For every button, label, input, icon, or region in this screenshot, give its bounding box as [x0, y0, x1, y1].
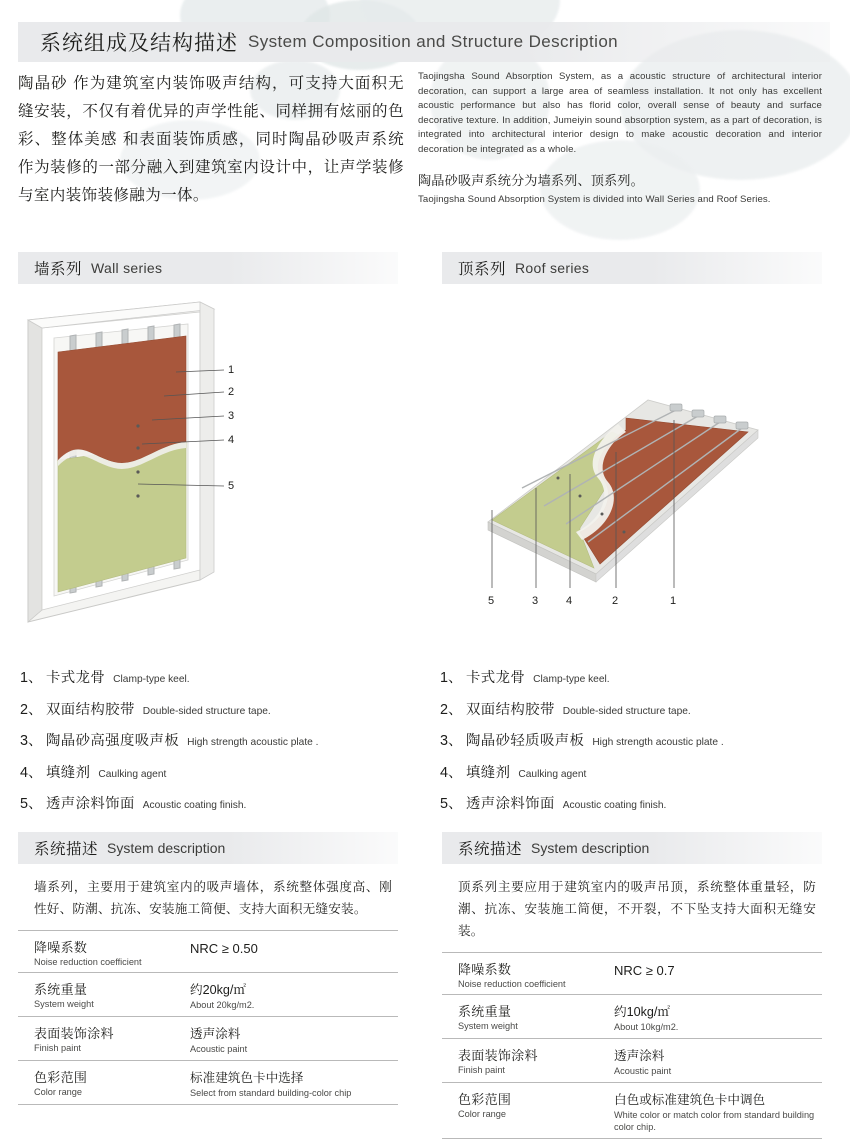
spec-key-en: System weight — [34, 999, 94, 1009]
roof-callout-1: 1 — [670, 595, 677, 607]
spec-value — [604, 1039, 822, 1083]
section-header-roof-en: Roof series — [515, 260, 590, 276]
legend-label-cn: 陶晶砂轻质吸声板 — [466, 733, 585, 749]
legend-label-en: Clamp-type keel. — [113, 674, 190, 685]
section-header-wall-en: Wall series — [91, 260, 163, 276]
roof-callout-4: 4 — [566, 595, 573, 607]
spec-value — [604, 995, 822, 1039]
table-row — [18, 973, 398, 1017]
roof-callout-5: 5 — [488, 595, 495, 607]
spec-key-en: Noise reduction coefficient — [458, 979, 566, 989]
spec-value-en: Acoustic paint — [190, 1044, 248, 1054]
list-item — [20, 698, 420, 719]
roof-series-illustration — [430, 292, 830, 637]
spec-key-cn: 降噪系数 — [458, 962, 512, 977]
legend-label-en: High strength acoustic plate . — [187, 737, 319, 748]
spec-key-cn: 系统重量 — [34, 982, 88, 997]
spec-key-en: Finish paint — [34, 1043, 81, 1053]
wall-callout-5: 5 — [228, 480, 235, 492]
spec-value — [180, 973, 398, 1017]
legend-label-en: High strength acoustic plate . — [592, 737, 724, 748]
spec-value-cn: 标准建筑色卡中选择 — [190, 1071, 304, 1085]
section-header-wall-series — [18, 252, 398, 284]
spec-key-en: System weight — [458, 1021, 518, 1031]
legend-label-cn: 双面结构胶带 — [46, 701, 135, 718]
spec-value-cn: 透声涂料 — [190, 1027, 241, 1041]
legend-label-cn: 卡式龙骨 — [466, 670, 526, 686]
spec-value — [180, 1061, 398, 1105]
legend-number: 1、 — [20, 670, 43, 686]
legend-label-cn: 填缝剂 — [46, 764, 91, 781]
spec-key-cn: 系统重量 — [458, 1004, 512, 1019]
spec-value-en: Select from standard building-color chip — [190, 1088, 352, 1098]
spec-value-cn: 透声涂料 — [614, 1049, 665, 1063]
legend-number: 2、 — [440, 701, 463, 718]
desc-header-cn: 系统描述 — [458, 841, 523, 858]
wall-callout-2: 2 — [228, 386, 235, 398]
list-item — [440, 792, 840, 813]
page-title-banner — [18, 22, 830, 62]
spec-key-cn: 色彩范围 — [34, 1070, 88, 1085]
legend-label-cn: 填缝剂 — [466, 764, 511, 781]
wall-spec-table — [18, 931, 398, 1105]
legend-label-cn: 陶晶砂高强度吸声板 — [46, 733, 180, 749]
table-row — [442, 953, 822, 995]
legend-label-en: Acoustic coating finish. — [562, 800, 667, 811]
legend-label-en: Caulking agent — [518, 768, 587, 780]
spec-key-cn: 色彩范围 — [458, 1092, 512, 1107]
spec-key — [18, 931, 180, 973]
roof-series-diagram-svg — [430, 292, 830, 637]
spec-value-en: About 20kg/m2. — [190, 1000, 255, 1010]
spec-key — [18, 1017, 180, 1061]
legend-label-cn: 双面结构胶带 — [466, 701, 555, 718]
legend-label-cn: 透声涂料饰面 — [46, 796, 135, 812]
spec-value-en: White color or match color from standard building color chip. — [614, 1110, 815, 1132]
roof-callout-3: 3 — [532, 595, 539, 607]
spec-key-en: Finish paint — [458, 1065, 505, 1075]
legend-number: 4、 — [440, 764, 463, 781]
section-header-wall-cn: 墙系列 — [34, 261, 83, 278]
legend-number: 1、 — [440, 670, 463, 686]
intro-paragraph-cn: 陶晶砂 作为建筑室内装饰吸声结构，可支持大面积无缝安装，不仅有着优异的声学性能、同样拥有炫丽的色彩、整体美感 和表面装饰质感，同时陶晶砂吸声系统作为装修的一部分融入到建筑室内设计中，让声学装修与室内装饰装修融为一体。 — [18, 75, 404, 204]
page-title-en: System Composition and Structure Description — [248, 32, 619, 51]
spec-key — [442, 1039, 604, 1083]
wall-callout-3: 3 — [228, 410, 235, 422]
spec-value-cn: NRC ≥ 0.50 — [190, 941, 258, 956]
list-item — [20, 792, 420, 813]
section-header-roof-series — [442, 252, 822, 284]
page-title-cn: 系统组成及结构描述 — [40, 32, 238, 55]
legend-number: 2、 — [20, 701, 43, 718]
desc-header-cn: 系统描述 — [34, 841, 99, 858]
intro-paragraph-en-group — [418, 70, 822, 220]
spec-value — [180, 931, 398, 973]
legend-label-en: Acoustic coating finish. — [142, 800, 247, 811]
spec-key-cn: 表面装饰涂料 — [34, 1026, 114, 1041]
list-item — [440, 698, 840, 719]
legend-label-en: Caulking agent — [98, 768, 167, 780]
intro-series-cn: 陶晶砂吸声系统分为墙系列、顶系列。 — [418, 172, 644, 188]
table-row — [18, 1017, 398, 1061]
spec-value — [604, 953, 822, 995]
legend-number: 5、 — [440, 796, 463, 812]
legend-label-cn: 透声涂料饰面 — [466, 796, 555, 812]
table-row — [442, 995, 822, 1039]
spec-key — [442, 995, 604, 1039]
spec-key-en: Color range — [458, 1109, 507, 1119]
roof-series-legend — [440, 666, 840, 824]
roof-spec-table — [442, 953, 822, 1139]
table-row — [442, 1039, 822, 1083]
spec-key — [18, 1061, 180, 1105]
legend-label-en: Double-sided structure tape. — [562, 705, 691, 717]
legend-label-en: Clamp-type keel. — [533, 674, 610, 685]
spec-value-cn: 约10kg/㎡ — [614, 1005, 670, 1019]
spec-key-cn: 降噪系数 — [34, 940, 88, 955]
wall-description-paragraph: 墙系列，主要用于建筑室内的吸声墙体，系统整体强度高、刚性好、防潮、抗冻、安装施工简便、支持大面积无缝安装。 — [18, 876, 398, 931]
intro-paragraph-en: Taojingsha Sound Absorption System, as a acoustic structure of architectural interior decoration, can support a large area of seamless installation. It not only has excellent acoustic performance but also has florid color, overall sense of beauty and surface decorative texture. In addition, Jumeiyin sound absorption system, as a part of decoration, is integrated into architectural interior design to make acoustic decoration and interior decoration be integrated as a whole. — [418, 71, 822, 155]
legend-number: 5、 — [20, 796, 43, 812]
list-item — [20, 761, 420, 782]
spec-key-en: Noise reduction coefficient — [34, 957, 142, 967]
wall-system-description-header — [18, 832, 398, 864]
spec-key-cn: 表面装饰涂料 — [458, 1048, 538, 1063]
spec-key-en: Color range — [34, 1087, 83, 1097]
wall-callout-4: 4 — [228, 434, 235, 446]
legend-number: 3、 — [440, 733, 463, 749]
roof-system-description-block — [442, 832, 822, 1139]
table-row — [18, 931, 398, 973]
roof-callout-2: 2 — [612, 595, 619, 607]
spec-value-cn: 白色或标准建筑色卡中调色 — [614, 1093, 766, 1107]
list-item — [440, 729, 840, 750]
spec-key — [18, 973, 180, 1017]
legend-label-en: Double-sided structure tape. — [142, 705, 271, 717]
spec-value-cn: 约20kg/㎡ — [190, 983, 246, 997]
desc-header-en: System description — [531, 840, 650, 856]
spec-value-cn: NRC ≥ 0.7 — [614, 963, 675, 978]
section-header-roof-cn: 顶系列 — [458, 261, 507, 278]
intro-series-en: Taojingsha Sound Absorption System is divided into Wall Series and Roof Series. — [418, 193, 771, 205]
wall-callout-1: 1 — [228, 364, 235, 376]
wall-series-legend — [20, 666, 420, 824]
spec-key — [442, 1083, 604, 1139]
list-item — [20, 666, 420, 687]
legend-label-cn: 卡式龙骨 — [46, 670, 106, 686]
list-item — [20, 729, 420, 750]
wall-series-diagram-svg — [18, 292, 418, 637]
spec-value-en: About 10kg/m2. — [614, 1022, 679, 1032]
legend-number: 3、 — [20, 733, 43, 749]
spec-value-en: Acoustic paint — [614, 1066, 672, 1076]
spec-value — [180, 1017, 398, 1061]
table-row — [442, 1083, 822, 1139]
spec-key — [442, 953, 604, 995]
intro-section — [18, 70, 830, 220]
spec-value — [604, 1083, 822, 1139]
wall-system-description-block — [18, 832, 398, 1105]
legend-number: 4、 — [20, 764, 43, 781]
table-row — [18, 1061, 398, 1105]
roof-description-paragraph: 顶系列主要应用于建筑室内的吸声吊顶，系统整体重量轻，防潮、抗冻、安装施工简便，不开裂，不下坠支持大面积无缝安装。 — [442, 876, 822, 953]
desc-header-en: System description — [107, 840, 226, 856]
roof-system-description-header — [442, 832, 822, 864]
list-item — [440, 761, 840, 782]
list-item — [440, 666, 840, 687]
wall-series-illustration — [18, 292, 418, 637]
